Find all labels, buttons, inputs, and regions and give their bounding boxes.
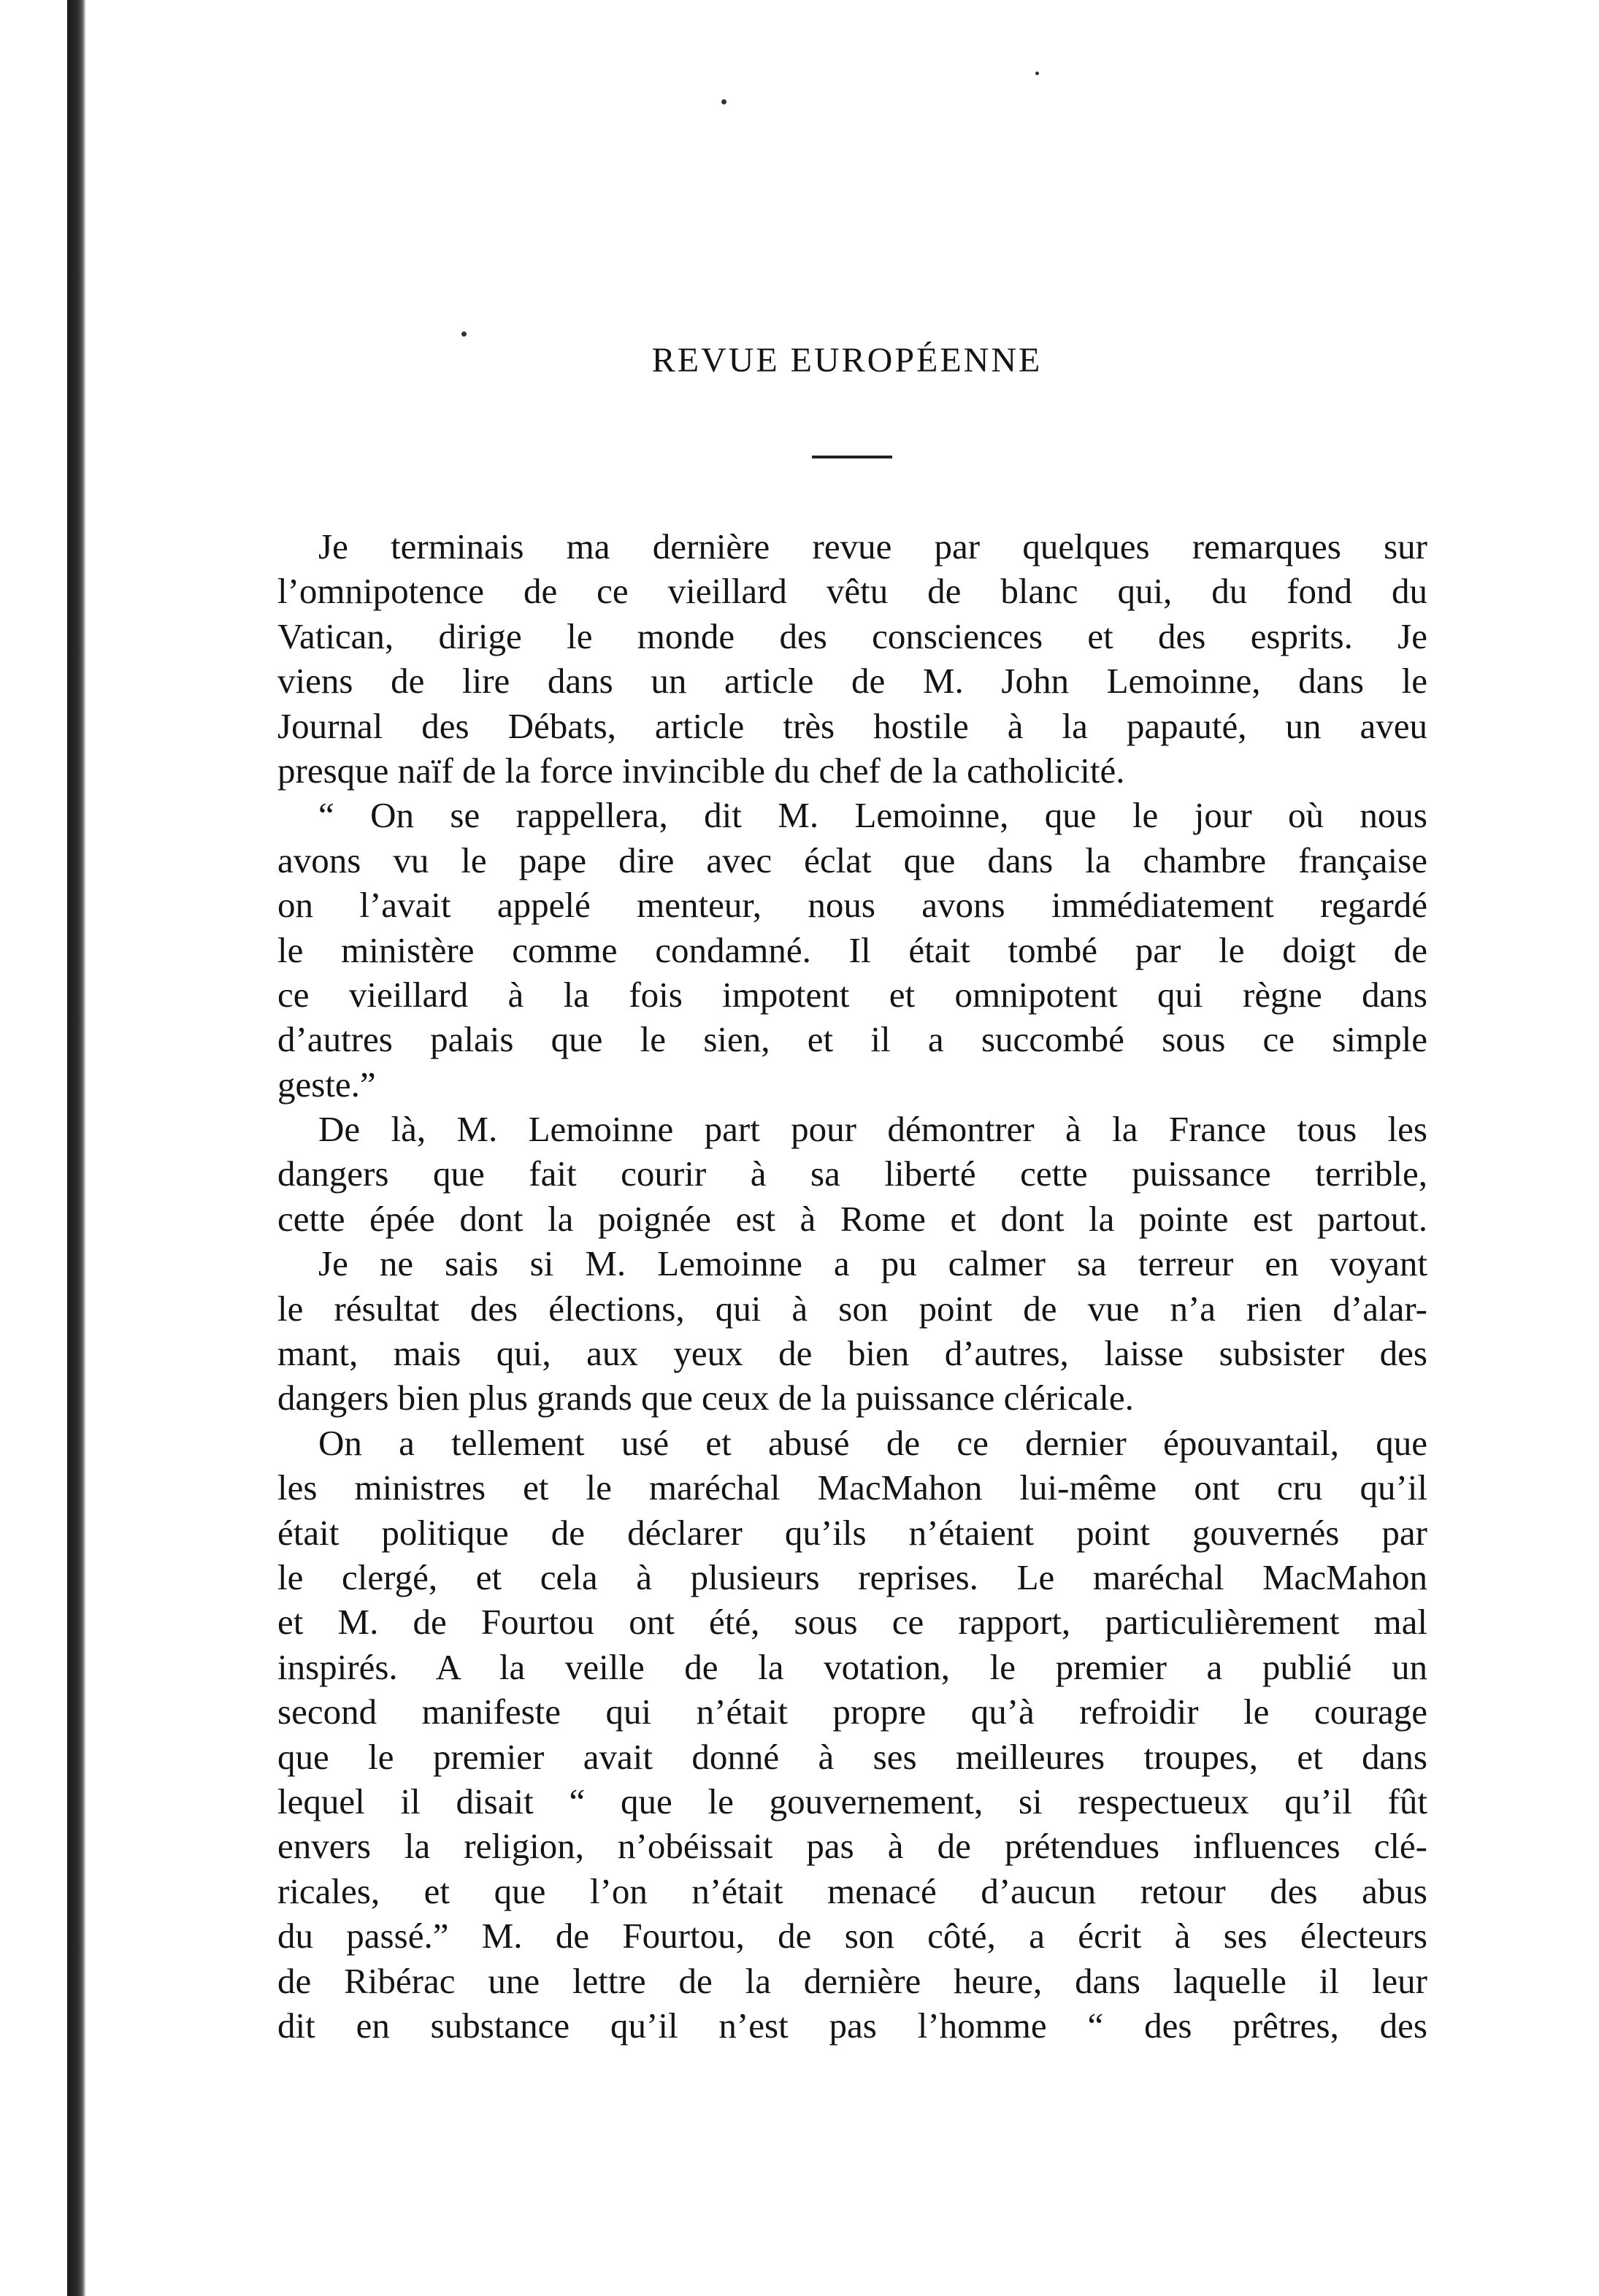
text-line: que le premier avait donné à ses meilleures troupes, et dans [277,1736,1427,1777]
page-title: REVUE EUROPÉENNE [651,341,1043,380]
text-line: ce vieillard à la fois impotent et omnipotent qui règne dans [277,974,1427,1015]
text-line: second manifeste qui n’était propre qu’à refroidir le courage [277,1692,1427,1732]
text-line: de Ribérac une lettre de la dernière heure, dans laquelle il leur [277,1960,1427,2001]
text-line: dit en substance qu’il n’est pas l’homme “ des prêtres, des [277,2005,1427,2046]
title-rule [812,456,892,458]
text-line: ricales, et que l’on n’était menacé d’aucun retour des abus [277,1870,1427,1911]
text-line: presque naïf de la force invincible du chef de la catholicité. [277,750,1125,791]
text-line: d’autres palais que le sien, et il a succombé sous ce simple [277,1019,1427,1060]
paper-speck [721,99,726,104]
text-line: envers la religion, n’obéissait pas à de prétendues influences clé- [277,1826,1427,1867]
text-line: les ministres et le maréchal MacMahon lui-même ont cru qu’il [277,1467,1427,1508]
text-line: du passé.” M. de Fourtou, de son côté, a écrit à ses électeurs [277,1916,1427,1957]
text-line: dangers bien plus grands que ceux de la puissance cléricale. [277,1378,1134,1418]
text-line: avons vu le pape dire avec éclat que dans la chambre française [277,840,1427,880]
text-line: lequel il disait “ que le gouvernement, si respectueux qu’il fût [277,1781,1427,1821]
text-line: “ On se rappellera, dit M. Lemoinne, que le jour où nous [318,795,1427,836]
text-line: cette épée dont la poignée est à Rome et dont la pointe est partout. [277,1198,1427,1239]
text-line: mant, mais qui, aux yeux de bien d’autres, laisse subsister des [277,1333,1427,1374]
text-line: dangers que fait courir à sa liberté cette puissance terrible, [277,1153,1427,1194]
body-text [277,524,1427,2048]
text-line: geste.” [277,1064,376,1105]
text-line: On a tellement usé et abusé de ce dernier épouvantail, que [318,1422,1427,1463]
text-line: viens de lire dans un article de M. John Lemoinne, dans le [277,661,1427,702]
text-line: Vatican, dirige le monde des consciences et des esprits. Je [277,615,1427,656]
text-line: le résultat des élections, qui à son point de vue n’a rien d’alar- [277,1288,1427,1329]
text-line: inspirés. A la veille de la votation, le premier a publié un [277,1646,1427,1687]
text-line: on l’avait appelé menteur, nous avons immédiatement regardé [277,885,1427,926]
text-line: était politique de déclarer qu’ils n’étaient point gouvernés par [277,1512,1427,1553]
text-line: Je terminais ma dernière revue par quelques remarques sur [318,526,1427,567]
text-line: De là, M. Lemoinne part pour démontrer à la France tous les [318,1109,1427,1150]
text-line: le ministère comme condamné. Il était tombé par le doigt de [277,929,1427,970]
paper-speck [461,331,467,337]
text-line: Je ne sais si M. Lemoinne a pu calmer sa terreur en voyant [318,1243,1427,1284]
text-line: l’omnipotence de ce vieillard vêtu de blanc qui, du fond du [277,571,1427,612]
text-line: et M. de Fourtou ont été, sous ce rapport, particulièrement mal [277,1602,1427,1643]
text-line: Journal des Débats, article très hostile à la papauté, un aveu [277,705,1427,746]
paper-speck [1035,72,1039,75]
text-line: le clergé, et cela à plusieurs reprises. Le maréchal MacMahon [277,1556,1427,1597]
